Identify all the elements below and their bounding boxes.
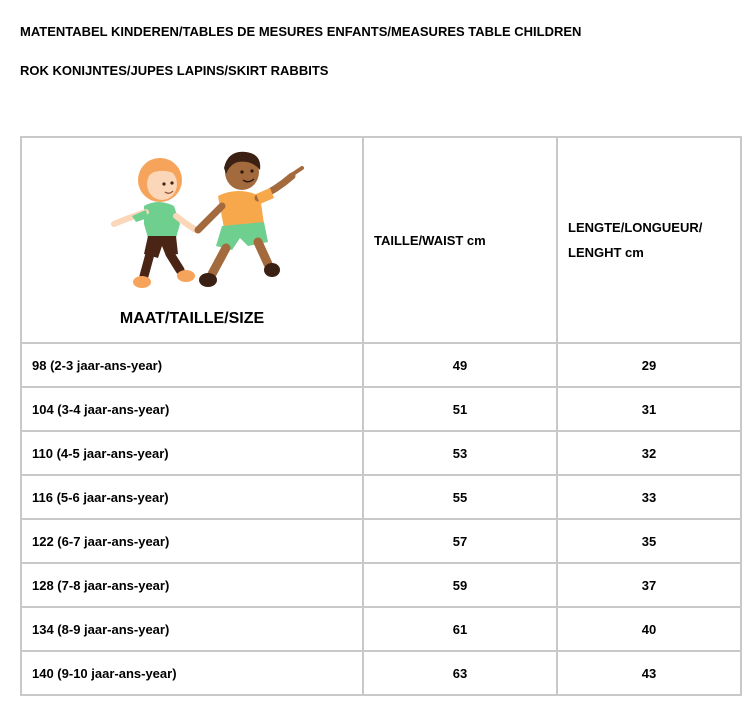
table-row: [21, 431, 741, 475]
size-cell: 104 (3-4 jaar-ans-year): [21, 387, 363, 431]
header-size-cell: [21, 137, 363, 343]
running-children-icon: [92, 146, 312, 296]
size-cell: 134 (8-9 jaar-ans-year): [21, 607, 363, 651]
girl-figure: [114, 158, 196, 288]
length-cell: 40: [557, 607, 741, 651]
waist-cell: 51: [363, 387, 557, 431]
length-cell: 31: [557, 387, 741, 431]
length-cell: 29: [557, 343, 741, 387]
waist-cell: 59: [363, 563, 557, 607]
size-cell: 128 (7-8 jaar-ans-year): [21, 563, 363, 607]
header-size-label: MAAT/TAILLE/SIZE: [119, 310, 265, 327]
size-cell: 140 (9-10 jaar-ans-year): [21, 651, 363, 695]
waist-cell: 61: [363, 607, 557, 651]
length-cell: 33: [557, 475, 741, 519]
table-row: [21, 387, 741, 431]
length-cell: 37: [557, 563, 741, 607]
page-title: MATENTABEL KINDEREN/TABLES DE MESURES ENFANTS/MEASURES TABLE CHILDREN: [20, 24, 582, 39]
page-subtitle: ROK KONIJNTES/JUPES LAPINS/SKIRT RABBITS: [20, 63, 329, 78]
table-row: [21, 343, 741, 387]
size-cell: 110 (4-5 jaar-ans-year): [21, 431, 363, 475]
waist-cell: 63: [363, 651, 557, 695]
waist-cell: 55: [363, 475, 557, 519]
table-header-row: [21, 137, 741, 343]
length-cell: 43: [557, 651, 741, 695]
table-row: [21, 475, 741, 519]
header-length-cell: [557, 137, 741, 343]
table-row: [21, 563, 741, 607]
waist-cell: 53: [363, 431, 557, 475]
length-cell: 32: [557, 431, 741, 475]
boy-figure: [198, 152, 302, 287]
table-row: [21, 607, 741, 651]
header-waist-cell: [363, 137, 557, 343]
size-table: [20, 136, 742, 696]
header-length-label-line2: LENGHT cm: [568, 245, 644, 260]
size-cell: 116 (5-6 jaar-ans-year): [21, 475, 363, 519]
waist-cell: 49: [363, 343, 557, 387]
table-row: [21, 651, 741, 695]
waist-cell: 57: [363, 519, 557, 563]
table-row: [21, 519, 741, 563]
length-cell: 35: [557, 519, 741, 563]
header-length-label-line1: LENGTE/LONGUEUR/: [568, 220, 703, 235]
header-waist-label: TAILLE/WAIST cm: [374, 232, 486, 248]
size-cell: 122 (6-7 jaar-ans-year): [21, 519, 363, 563]
size-cell: 98 (2-3 jaar-ans-year): [21, 343, 363, 387]
